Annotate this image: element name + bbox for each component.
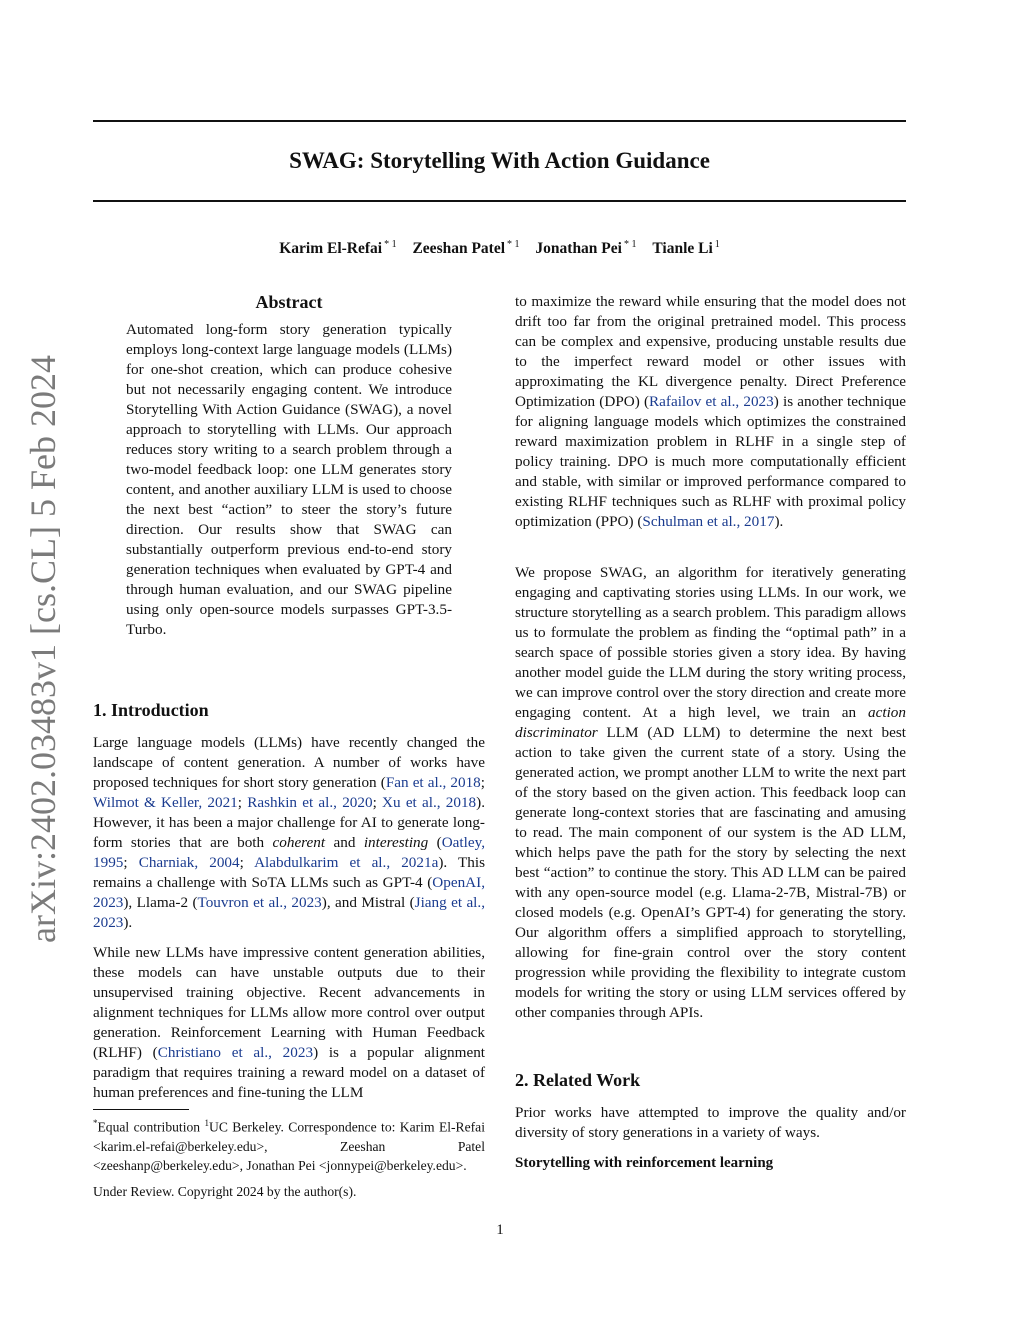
right-column-middle [515, 563, 906, 1023]
body-text: While new LLMs have impressive content generation abilities, these models can have unstable outputs due to their unsupervised training objective. Recent advancements in alignment techniques for LLMs allow more control over output generation. Reinforcement Learning with Human Feedback (RLHF) ( [93, 944, 485, 1061]
author-list [93, 234, 906, 260]
author [652, 240, 719, 257]
title-top-rule [93, 120, 906, 122]
citation-link[interactable]: OpenAI, 2023 [93, 874, 485, 911]
citation-link[interactable]: Fan et al., 2018 [385, 774, 481, 791]
author-name: Zeeshan Patel [412, 240, 506, 258]
body-text: and [325, 834, 364, 851]
section-heading-related-work: 2. Related Work [515, 1070, 641, 1090]
body-text: ; [123, 854, 139, 871]
right-column-top [515, 292, 906, 532]
citation-link[interactable]: Jiang et al., 2023 [93, 894, 485, 931]
author-affiliation-mark: * 1 [507, 239, 520, 250]
body-text: LLM (AD LLM) to determine the next best action to take given the current state of a story. Using the generated action, we prompt another LLM to write the next part of the story based on the given action. This feedback loop can generate long-context stories that are fascinating and amusing to read. The main component of our system is the AD LLM, which helps pave the path for the story by selecting the next best “action” to continue the story. This AD LLM can be paired with any open-source model (e.g. Llama-2-7B, Mistral-7B) or closed models (e.g. OpenAI’s GPT-4) for generating the story. Our algorithm offers a simplified approach to storytelling, allowing for fine-grain control over the story content progression while providing the flexibility to integrate custom models for writing the story or using LLM services offered by other companies through APIs. [515, 724, 906, 1021]
page-number: 1 [496, 1222, 504, 1238]
body-text: ; [239, 854, 255, 871]
author-affiliation-mark: * 1 [384, 239, 397, 250]
citation-link[interactable]: Touvron et al., 2023 [197, 894, 322, 911]
citation-link[interactable]: Alabdulkarim et al., 2021a [254, 854, 439, 871]
body-text: ), Llama-2 ( [123, 894, 198, 911]
arxiv-identifier-stamp: arXiv:2402.03483v1 [cs.CL] 5 Feb 2024 [23, 355, 63, 943]
body-text: ) is another technique for aligning language models which optimizes the constrained reward maximization problem in RLHF in a single step of policy training. DPO is much more computationally efficient and stable, with similar or improved performance compared to existing RLHF techniques such as RLHF with proximal policy optimization (PPO) ( [515, 393, 907, 530]
emphasis-text: interesting [363, 834, 429, 851]
intro-paragraph-2 [93, 943, 485, 1103]
citation-link[interactable]: Charniak, 2004 [138, 854, 240, 871]
body-text: ), and Mistral ( [321, 894, 415, 911]
footnote-mark: * [93, 1118, 98, 1128]
body-text: to maximize the reward while ensuring that the model does not drift too far from the original pretrained model. This process can be complex and expensive, producing unstable results due to the imperfect reward model or other issues with approximating the KL divergence penalty. Direct Preference Optimization (DPO) ( [515, 293, 906, 410]
body-paragraph-rlhf [515, 292, 906, 532]
abstract-heading: Abstract [255, 292, 323, 312]
footnote-mark: 1 [204, 1118, 209, 1128]
body-text: ; [480, 774, 485, 791]
body-text: ). [123, 914, 133, 931]
citation-link[interactable]: Wilmot & Keller, 2021 [93, 794, 238, 811]
footnote [93, 1114, 485, 1175]
body-text: ; [237, 794, 248, 811]
author-name: Jonathan Pei [535, 240, 622, 258]
abstract-text: Automated long-form story generation typically employs long-context large language models (LLMs) for one-shot creation, which can produce cohesive but not necessarily engaging content. We introduce Storytelling With Action Guidance (SWAG), a novel approach to storytelling with LLMs. Our approach reduces story writing to a search problem through a two-model feedback loop: one LLM generates story content, and another auxiliary LLM is used to choose the next best “action” to steer the story’s future direction. Our results show that SWAG can substantially outperform previous end-to-end story generation techniques when evaluated by GPT-4 and through human evaluation, and our SWAG pipeline using only open-source models surpasses GPT-3.5-Turbo. [126, 321, 452, 638]
citation-link[interactable]: Rafailov et al., 2023 [649, 393, 774, 410]
author-affiliation-mark: * 1 [623, 239, 637, 250]
body-text: ) is a popular alignment paradigm that requires training a reward model on a dataset of human preferences and fine-tuning the LLM [93, 1044, 486, 1101]
author-affiliation-mark: 1 [714, 239, 720, 250]
body-text: ( [428, 834, 442, 851]
author [535, 240, 636, 257]
citation-link[interactable]: Oatley, 1995 [93, 834, 485, 871]
footnote-text: UC Berkeley. Correspondence to: Karim El-Refai <karim.el-refai@berkeley.edu>, Zeeshan Patel <zeeshanp@berkeley.edu>, Jonathan Pei <jonnypei@berkeley.edu>. [93, 1119, 485, 1173]
body-text: We propose SWAG, an algorithm for iteratively generating engaging and captivating stories using LLMs. In our work, we structure storytelling as a search problem. This paradigm allows us to formulate the problem as finding the “optimal path” in a search space of possible stories given a story idea. By having another model guide the LLM during the story writing process, we can improve control over the story direction and create more engaging content. At a high level, we train an [515, 564, 906, 721]
title-bottom-rule [93, 200, 906, 202]
copyright-notice: Under Review. Copyright 2024 by the author(s). [93, 1184, 357, 1199]
author [412, 240, 519, 257]
body-paragraph-swag [515, 563, 906, 1023]
emphasis-text: action discriminator [515, 704, 906, 741]
body-text: ). However, it has been a major challenge for AI to generate long-form stories that are both [93, 794, 486, 851]
author-name: Karim El-Refai [279, 240, 383, 258]
section-heading-introduction: 1. Introduction [93, 700, 209, 720]
related-work-paragraph: Prior works have attempted to improve the quality and/or diversity of story generations in a variety of ways. [515, 1104, 906, 1141]
author-name: Tianle Li [652, 240, 713, 258]
body-text: Large language models (LLMs) have recently changed the landscape of content generation. A number of works have proposed techniques for short story generation ( [93, 734, 485, 791]
citation-link[interactable]: Xu et al., 2018 [382, 794, 477, 811]
intro-body [93, 733, 485, 933]
paper-title: SWAG: Storytelling With Action Guidance [289, 148, 710, 173]
footnote-rule [93, 1109, 189, 1110]
citation-link[interactable]: Christiano et al., 2023 [157, 1044, 314, 1061]
intro-paragraph-1 [93, 733, 485, 933]
footnote-text: Equal contribution [97, 1119, 205, 1135]
author [279, 240, 396, 257]
body-text: ; [372, 794, 383, 811]
citation-link[interactable]: Rashkin et al., 2020 [247, 794, 373, 811]
emphasis-text: coherent [272, 834, 326, 851]
intro-body-continued [93, 943, 485, 1103]
related-work-body [515, 1103, 906, 1143]
body-text: ). [774, 513, 784, 530]
body-text: ). This remains a challenge with SoTA LLMs such as GPT-4 ( [93, 854, 485, 891]
citation-link[interactable]: Schulman et al., 2017 [642, 513, 775, 530]
subsection-heading: Storytelling with reinforcement learning [515, 1155, 774, 1171]
